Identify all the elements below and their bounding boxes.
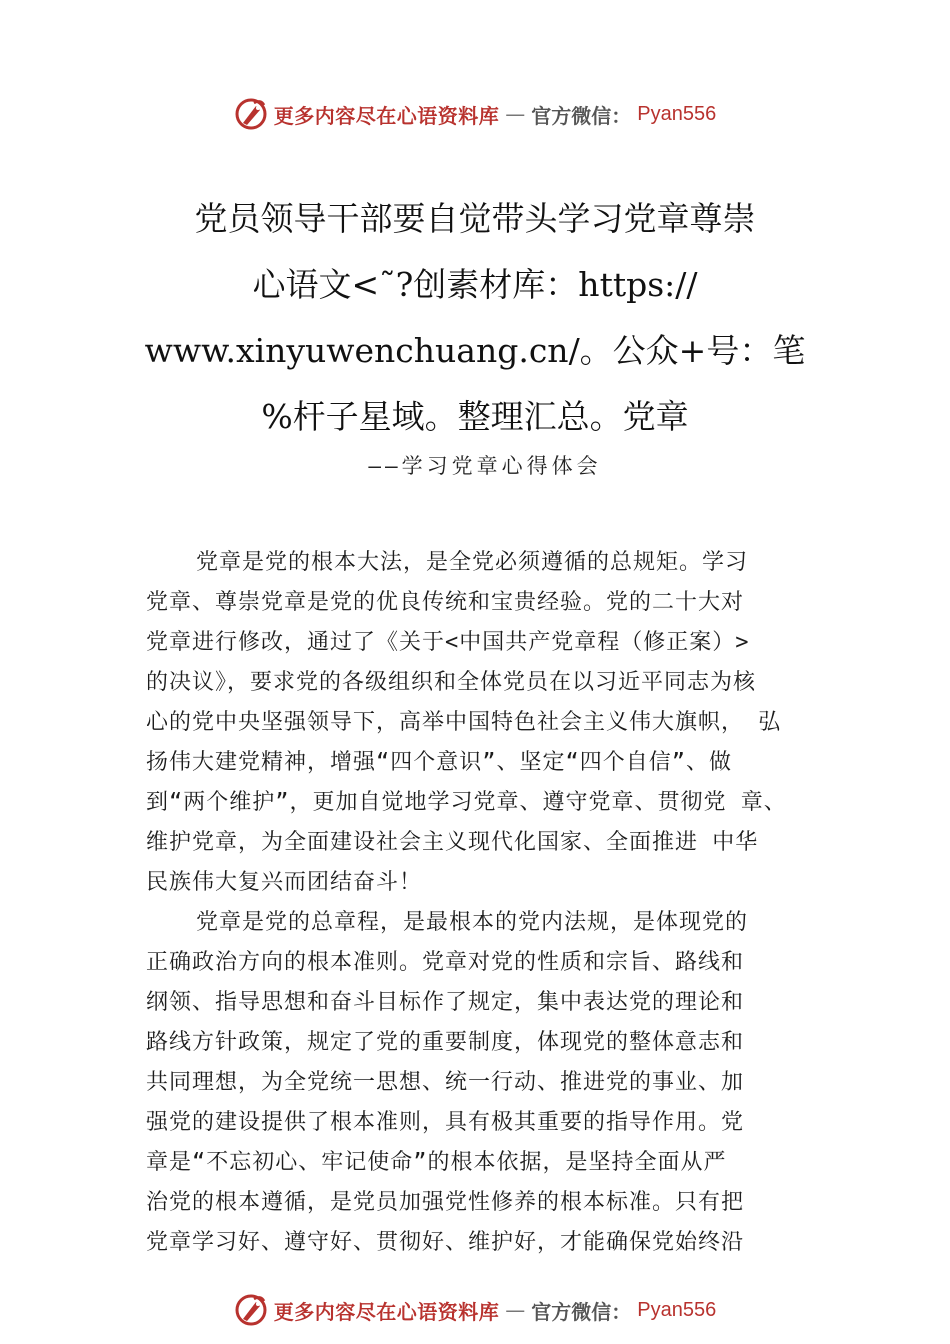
- title-line: 党员领导干部要自觉带头学习党章尊崇: [194, 199, 756, 238]
- text-line: 党章、尊崇党章是党的优良传统和宝贵经验。党的二十大对: [146, 590, 745, 615]
- banner-main-text: 更多内容尽在心语资料库: [273, 1299, 500, 1324]
- body-text: [146, 543, 836, 1263]
- text-line: 强党的建设提供了根本准则，具有极其重要的指导作用。党: [146, 1110, 745, 1135]
- paragraph: [146, 903, 836, 1263]
- text-line: 党章是党的总章程，是最根本的党内法规，是体现党的: [196, 910, 749, 935]
- title-line: 心语文<˜?创素材库：https://: [252, 265, 698, 304]
- text-line: 共同理想，为全党统一思想、统一行动、推进党的事业、加: [146, 1070, 745, 1095]
- text-line: 章是“不忘初心、牢记使命”的根本依据，是坚持全面从严: [146, 1150, 727, 1175]
- text-line: 纲领、指导思想和奋斗目标作了规定，集中表达党的理论和: [146, 990, 745, 1015]
- title-line: %杆子星域。整理汇总。党章: [261, 397, 689, 436]
- banner-separator: —: [505, 1298, 526, 1322]
- text-line: 党章进行修改，通过了《关于<中国共产党章程（修正案）>: [146, 630, 750, 655]
- pen-nib-seal-icon: [234, 97, 268, 131]
- text-line: 党章是党的根本大法，是全党必须遵循的总规矩。学习: [196, 550, 749, 575]
- text-line: 扬伟大建党精神，增强“四个意识”、坚定“四个自信”、做: [146, 750, 732, 775]
- text-line: 路线方针政策，规定了党的重要制度，体现党的整体意志和: [146, 1030, 745, 1055]
- banner-wechat-label: 官方微信：: [531, 1299, 632, 1324]
- paragraph: [146, 543, 836, 903]
- document-subtitle: ——学习党章心得体会: [368, 454, 602, 478]
- banner-wechat-id: Pyan556: [637, 1298, 717, 1321]
- document-title: [0, 186, 950, 450]
- text-line: 民族伟大复兴而团结奋斗！: [146, 870, 423, 895]
- pen-nib-seal-icon: [234, 1293, 268, 1327]
- banner-wechat-label: 官方微信：: [531, 103, 632, 128]
- text-line: 治党的根本遵循，是党员加强党性修养的根本标准。只有把: [146, 1190, 745, 1215]
- title-line: www.xinyuwenchuang.cn/。公众+号：笔: [144, 331, 806, 370]
- header-banner: [0, 94, 950, 134]
- banner-separator: —: [505, 102, 526, 126]
- banner-wechat-id: Pyan556: [637, 102, 717, 125]
- text-line: 的决议》，要求党的各级组织和全体党员在以习近平同志为核: [146, 670, 757, 695]
- footer-banner: [0, 1290, 950, 1330]
- banner-main-text: 更多内容尽在心语资料库: [273, 103, 500, 128]
- text-line: 维护党章，为全面建设社会主义现代化国家、全面推进 中华: [146, 830, 759, 855]
- text-line: 到“两个维护”，更加自觉地学习党章、遵守党章、贯彻党 章、: [146, 790, 787, 815]
- text-line: 党章学习好、遵守好、贯彻好、维护好，才能确保党始终沿: [146, 1230, 745, 1255]
- text-line: 心的党中央坚强领导下，高举中国特色社会主义伟大旗帜， 弘: [146, 710, 782, 735]
- text-line: 正确政治方向的根本准则。党章对党的性质和宗旨、路线和: [146, 950, 745, 975]
